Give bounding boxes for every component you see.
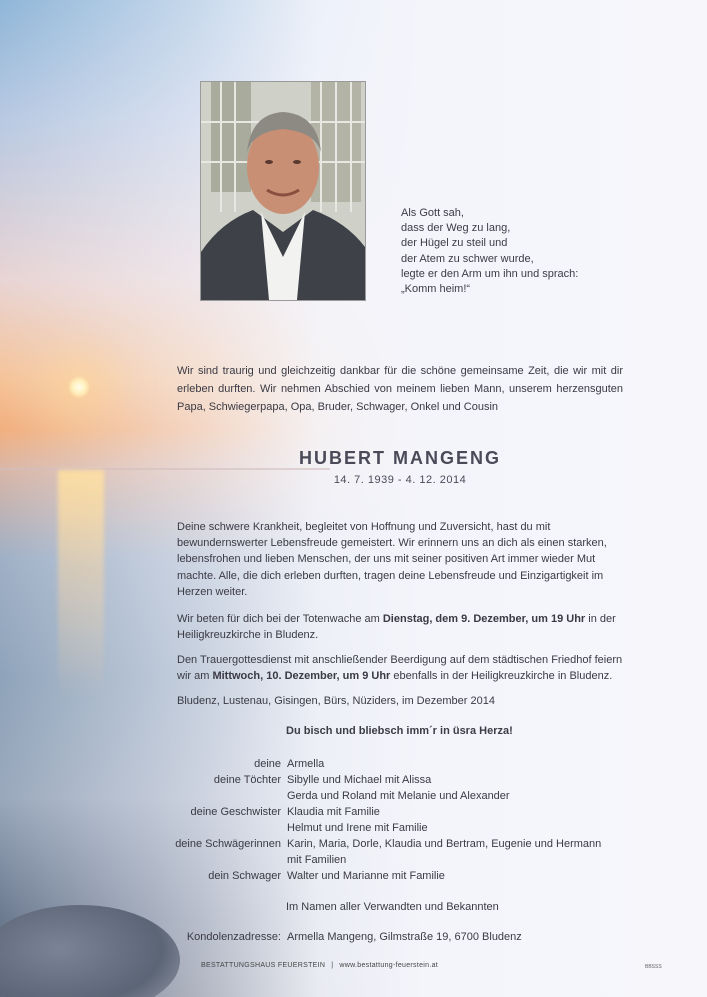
family-label [120,820,287,836]
family-row [120,756,640,772]
condolence-value: Armella Mangeng, Gilmstraße 19, 6700 Bludenz [287,931,522,943]
wake-text: Wir beten für dich bei der Totenwache am [177,613,383,625]
places-date: Bludenz, Lustenau, Gisingen, Bürs, Nüziders, im Dezember 2014 [177,695,495,707]
family-label: dein Schwager [208,870,281,882]
tribute-paragraph: Deine schwere Krankheit, begleitet von Hoffnung und Zuversicht, hast du mit bewundernswerter Lebensfreude gemeistert. Wir erinnern uns an dich als einen starken, lebensfrohen und lieben Menschen, der uns mit seiner positiven Art immer wieder Mut machte. Alle, die dich erleben durften, tragen deine Lebensfreude und Einzigartigkeit im Herzen weiter. [177,521,607,598]
sun-reflection [58,470,104,700]
intro-text: Wir sind traurig und gleichzeitig dankbar für die schöne gemeinsame Zeit, die wir mit dir erleben durften. Wir nehmen Abschied von meinem lieben Mann, unserem herzensguten Papa, Schwiegerpapa, Opa, Bruder, Schwager, Onkel und Cousin [177,365,623,413]
poem-line: der Hügel zu steil und [401,237,508,250]
poem-line: Als Gott sah, [401,207,464,219]
family-members: Walter und Marianne mit Familie [287,870,445,882]
family-row [120,788,640,804]
family-members: Helmut und Irene mit Familie [287,822,428,834]
funeral-text: Den Trauergottesdienst mit anschließender Beerdigung auf dem städtischen Friedhof feiern wir am [177,654,623,683]
poem-line: legte er den Arm um ihn und sprach: [401,267,579,280]
wake-notice [177,611,623,643]
family-row [120,852,640,868]
poem-line: „Komm heim!“ [401,283,471,296]
poem [401,206,578,297]
family-members: Klaudia mit Familie [287,806,380,818]
family-label: deine Töchter [213,774,281,786]
funeral-date: Mittwoch, 10. Dezember, um 9 Uhr [212,670,391,683]
condolence-address [120,931,640,943]
family-label: deine Geschwister [190,806,281,818]
funeral-location: ebenfalls in der Heiligkreuzkirche in Bludenz. [390,670,613,683]
family-label [120,852,287,868]
motto: Du bisch und bliebsch imm´r in üsra Herza! [286,725,513,737]
family-label: deine Schwägerinnen [175,838,281,850]
shore-rock [0,905,180,997]
family-members: Sibylle und Michael mit Alissa [287,774,432,786]
portrait-photo [200,81,366,301]
wake-date: Dienstag, dem 9. Dezember, um 19 Uhr [382,613,586,625]
family-row [120,868,640,884]
poem-line: dass der Weg zu lang, [401,222,511,235]
footer-company: BESTATTUNGSHAUS FEUERSTEIN [201,962,326,969]
family-row [120,820,640,836]
family-row [120,836,640,852]
wake-location: in der Heiligkreuzkirche in Bludenz. [177,613,616,642]
family-members: Armella [287,758,325,770]
family-label: deine [254,758,281,770]
family-list [120,756,640,884]
poem-line: der Atem zu schwer wurde, [401,252,534,265]
family-members: Karin, Maria, Dorle, Klaudia und Bertram, Eugenie und Hermann [287,838,602,850]
deceased-name: HUBERT MANGENG [299,448,501,468]
sunset-sun [68,376,90,398]
family-label [120,788,287,804]
closing-line: Im Namen aller Verwandten und Bekannten [286,901,499,913]
footer-website[interactable]: www.bestattung-feuerstein.at [339,962,439,969]
condolence-label: Kondolenzadresse: [186,931,281,943]
family-members: Gerda und Roland mit Melanie und Alexander [287,790,510,802]
footer-separator: | [331,962,334,969]
funeral-notice [177,652,623,684]
footer-code: BBSSS [645,964,662,970]
family-members: mit Familien [287,854,347,866]
family-row [120,804,640,820]
life-dates: 14. 7. 1939 - 4. 12. 2014 [333,474,467,486]
footer [201,962,438,969]
family-row [120,772,640,788]
